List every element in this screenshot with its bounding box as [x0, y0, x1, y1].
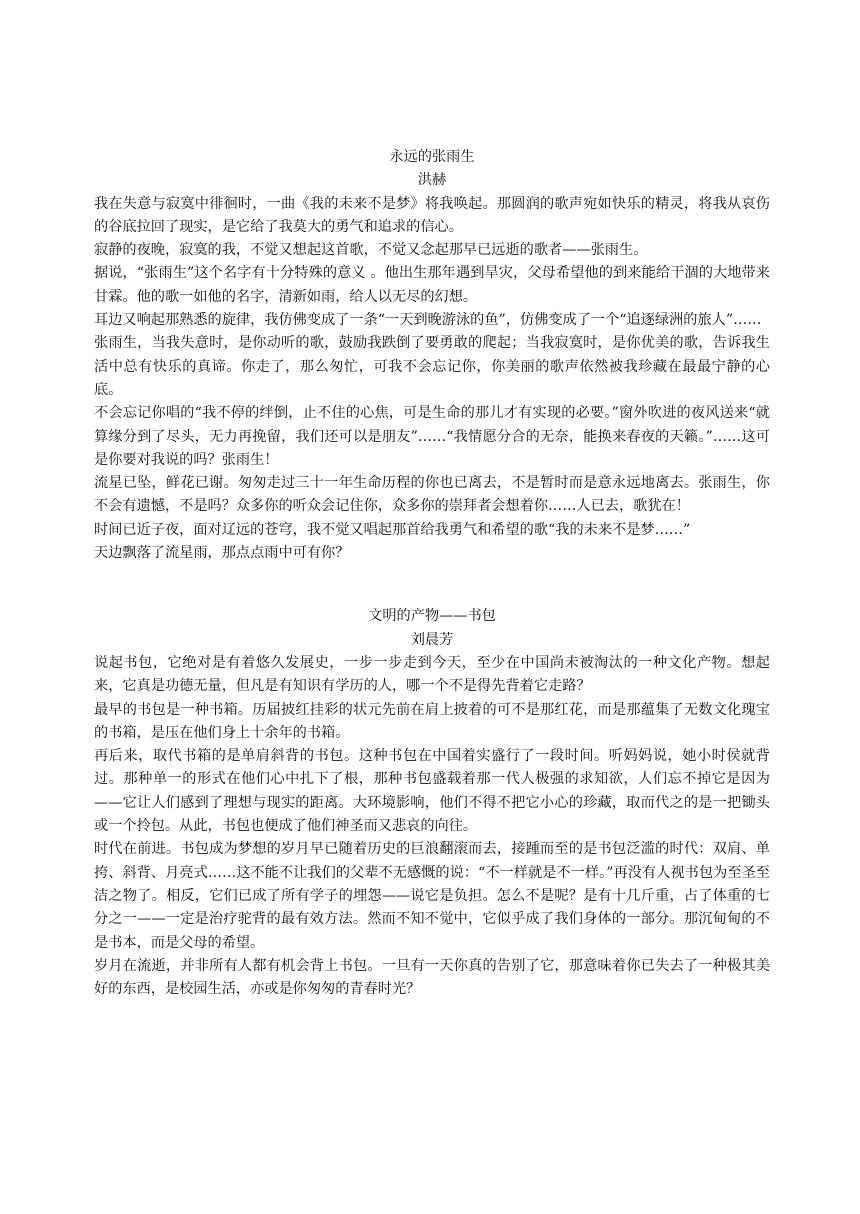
paragraph: 岁月在流逝，并非所有人都有机会背上书包。一旦有一天你真的告别了它，那意味着你已失去了一种极其美好的东西，是校园生活，亦或是你匆匆的青春时光？	[94, 957, 770, 998]
article-2	[94, 605, 770, 1001]
article-author: 刘晨芳	[410, 631, 454, 648]
article-1	[94, 146, 770, 565]
paragraph: 时代在前进。书包成为梦想的岁月早已随着历史的巨浪翻滚而去，接踵而至的是书包泛滥的时代：双肩、单挎、斜背、月亮式……这不能不让我们的父辈不无感慨的说：“不一样就是不一样。”再没有人视书包为至圣至洁之物了。相反，它们已成了所有学子的埋怨——说它是负担。怎么不是呢？是有十几斤重，占了体重的七分之一——一定是治疗驼背的最有效方法。然而不知不觉中，它似乎成了我们身体的一部分。那沉甸甸的不是书本，而是父母的希望。	[94, 841, 770, 951]
paragraph: 天边飘落了流星雨，那点点雨中可有你？	[94, 545, 350, 562]
article-author: 洪赫	[417, 172, 447, 189]
article-title: 永远的张雨生	[389, 149, 475, 165]
paragraph: 时间已近子夜，面对辽远的苍穹，我不觉又唱起那首给我勇气和希望的歌“我的未来不是梦……”	[94, 521, 691, 538]
paragraph: 说起书包，它绝对是有着悠久发展史，一步一步走到今天，至少在中国尚未被淘汰的一种文化产物。想起来，它真是功德无量，但凡是有知识有学历的人，哪一个不是得先背着它走路？	[94, 654, 770, 695]
paragraph: 寂静的夜晚，寂寞的我，不觉又想起这首歌，不觉又念起那早已远逝的歌者——张雨生。	[94, 242, 648, 259]
paragraph: 流星已坠，鲜花已谢。匆匆走过三十一年生命历程的你也已离去，不是暂时而是意永远地离去。张雨生，你不会有遗憾，不是吗？众多你的听众会记住你，众多你的崇拜者会想着你……人已去，歌犹在！	[94, 475, 770, 515]
paragraph: 张雨生，当我失意时，是你动听的歌，鼓励我跌倒了要勇敢的爬起；当我寂寞时，是你优美的歌，告诉我生活中总有快乐的真谛。你走了，那么匆忙，可我不会忘记你，你美丽的歌声依然被我珍藏在最最宁静的心底。	[94, 335, 770, 398]
article-spacer	[94, 565, 770, 605]
paragraph: 最早的书包是一种书箱。历届披红挂彩的状元先前在肩上披着的可不是那红花，而是那蕴集了无数文化瑰宝的书箱，是压在他们身上十余年的书箱。	[94, 701, 770, 741]
paragraph: 耳边又响起那熟悉的旋律，我仿佛变成了一条“一天到晚游泳的鱼”，仿佛变成了一个“追逐绿洲的旅人”……	[94, 312, 762, 329]
paragraph: 再后来，取代书箱的是单肩斜背的书包。这种书包在中国着实盛行了一段时间。听妈妈说，她小时侯就背过。那种单一的形式在他们心中扎下了根，那种书包盛载着那一代人极强的求知欲，人们忘不掉它是因为——它让人们感到了理想与现实的距离。大环境影响，他们不得不把它小心的珍藏，取而代之的是一把锄头或一个拎包。从此，书包也便成了他们神圣而又悲哀的向往。	[94, 748, 770, 835]
paragraph: 我在失意与寂寞中徘徊时，一曲《我的未来不是梦》将我唤起。那圆润的歌声宛如快乐的精灵，将我从哀伤的谷底拉回了现实，是它给了我莫大的勇气和追求的信心。	[94, 195, 770, 235]
article-title: 文明的产物——书包	[368, 608, 496, 625]
paragraph: 据说，“张雨生”这个名字有十分特殊的意义 。他出生那年遇到旱灾，父母希望他的到来能给干涸的大地带来甘霖。他的歌一如他的名字，清新如雨，给人以无尽的幻想。	[94, 265, 770, 305]
paragraph: 不会忘记你唱的“我不停的绊倒，止不住的心焦，可是生命的那儿才有实现的必要。”窗外吹进的夜风送来“就算缘分到了尽头，无力再挽留，我们还可以是朋友”……“我情愿分合的无奈，能换来春夜的天籁。”……这可是你要对我说的吗？张雨生！	[94, 405, 770, 468]
document-page	[94, 146, 770, 1001]
